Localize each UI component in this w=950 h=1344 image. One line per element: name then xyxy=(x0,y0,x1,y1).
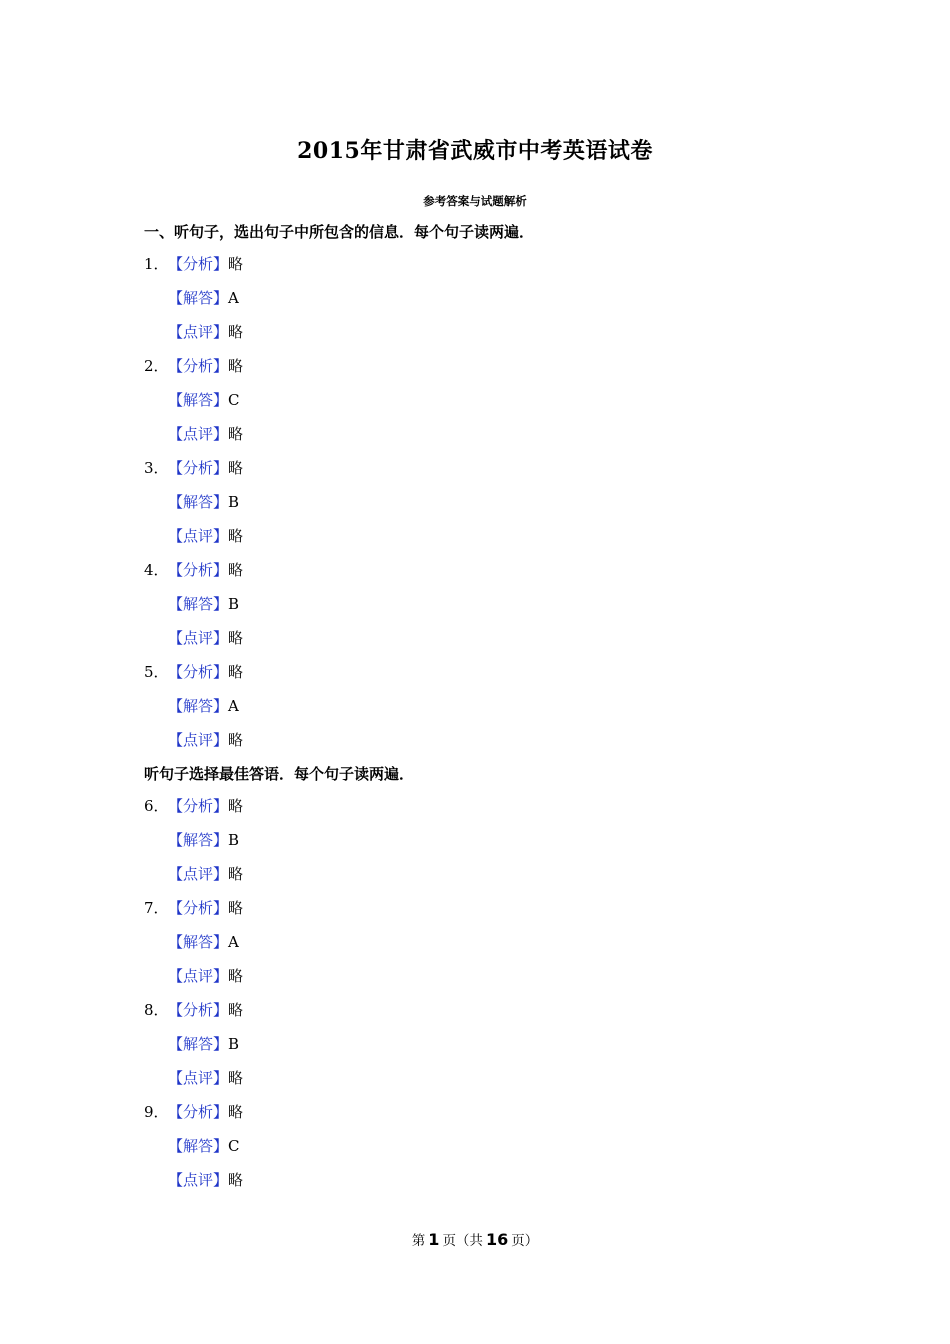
question-block xyxy=(144,996,844,1098)
question-block xyxy=(144,658,844,760)
answer-value: A xyxy=(228,697,239,715)
footer-page-number: 1 xyxy=(428,1230,440,1249)
comment-label: 【点评】 xyxy=(168,967,229,985)
section-heading: 一、听句子，选出句子中所包含的信息．每个句子读两遍． xyxy=(144,223,535,241)
analysis-value: 略 xyxy=(228,797,244,815)
comment-value: 略 xyxy=(228,731,244,749)
comment-label: 【点评】 xyxy=(168,865,229,883)
analysis-label: 【分析】 xyxy=(168,357,229,375)
answer-label: 【解答】 xyxy=(168,1035,229,1053)
answer-content xyxy=(144,218,844,1200)
question-block xyxy=(144,1098,844,1200)
comment-label: 【点评】 xyxy=(168,1171,229,1189)
comment-value: 略 xyxy=(228,527,244,545)
answer-value: B xyxy=(228,1035,240,1053)
question-number: 6． xyxy=(144,797,169,815)
analysis-label: 【分析】 xyxy=(168,1001,229,1019)
answer-label: 【解答】 xyxy=(168,289,229,307)
comment-label: 【点评】 xyxy=(168,731,229,749)
page-footer xyxy=(0,1229,950,1249)
analysis-value: 略 xyxy=(228,255,244,273)
analysis-label: 【分析】 xyxy=(168,663,229,681)
comment-label: 【点评】 xyxy=(168,323,229,341)
comment-label: 【点评】 xyxy=(168,527,229,545)
comment-label: 【点评】 xyxy=(168,629,229,647)
page-title: 2015年甘肃省武威市中考英语试卷 xyxy=(297,138,653,164)
comment-value: 略 xyxy=(228,425,244,443)
comment-value: 略 xyxy=(228,1171,244,1189)
analysis-value: 略 xyxy=(228,1103,244,1121)
question-block xyxy=(144,250,844,352)
comment-value: 略 xyxy=(228,967,244,985)
question-number: 1． xyxy=(144,255,169,273)
comment-value: 略 xyxy=(228,629,244,647)
analysis-label: 【分析】 xyxy=(168,561,229,579)
comment-label: 【点评】 xyxy=(168,1069,229,1087)
analysis-value: 略 xyxy=(228,357,244,375)
analysis-value: 略 xyxy=(228,663,244,681)
footer-middle: 页（共 xyxy=(442,1233,483,1249)
analysis-value: 略 xyxy=(228,561,244,579)
answer-label: 【解答】 xyxy=(168,697,229,715)
comment-value: 略 xyxy=(228,865,244,883)
answer-value: A xyxy=(228,933,239,951)
footer-suffix: 页） xyxy=(511,1233,539,1249)
page-subtitle: 参考答案与试题解析 xyxy=(423,194,527,208)
analysis-value: 略 xyxy=(228,899,244,917)
section-heading: 听句子选择最佳答语．每个句子读两遍． xyxy=(144,765,415,783)
answer-value: B xyxy=(228,831,240,849)
question-number: 4． xyxy=(144,561,169,579)
analysis-value: 略 xyxy=(228,459,244,477)
footer-prefix: 第 xyxy=(411,1233,426,1249)
comment-value: 略 xyxy=(228,323,244,341)
answer-label: 【解答】 xyxy=(168,933,229,951)
question-block xyxy=(144,792,844,894)
comment-value: 略 xyxy=(228,1069,244,1087)
answer-label: 【解答】 xyxy=(168,391,229,409)
question-number: 5． xyxy=(144,663,169,681)
answer-value: C xyxy=(228,1137,240,1155)
analysis-label: 【分析】 xyxy=(168,459,229,477)
answer-label: 【解答】 xyxy=(168,595,229,613)
answer-value: C xyxy=(228,391,240,409)
question-number: 3． xyxy=(144,459,169,477)
answer-value: B xyxy=(228,493,240,511)
comment-label: 【点评】 xyxy=(168,425,229,443)
question-block xyxy=(144,454,844,556)
analysis-label: 【分析】 xyxy=(168,797,229,815)
footer-total-pages: 16 xyxy=(485,1230,509,1249)
question-block xyxy=(144,894,844,996)
question-number: 9． xyxy=(144,1103,169,1121)
answer-value: A xyxy=(228,289,239,307)
question-number: 7． xyxy=(144,899,169,917)
question-block xyxy=(144,556,844,658)
question-number: 2． xyxy=(144,357,169,375)
answer-label: 【解答】 xyxy=(168,493,229,511)
question-number: 8． xyxy=(144,1001,169,1019)
analysis-label: 【分析】 xyxy=(168,255,229,273)
answer-value: B xyxy=(228,595,240,613)
question-block xyxy=(144,352,844,454)
analysis-value: 略 xyxy=(228,1001,244,1019)
answer-label: 【解答】 xyxy=(168,831,229,849)
analysis-label: 【分析】 xyxy=(168,1103,229,1121)
answer-label: 【解答】 xyxy=(168,1137,229,1155)
analysis-label: 【分析】 xyxy=(168,899,229,917)
